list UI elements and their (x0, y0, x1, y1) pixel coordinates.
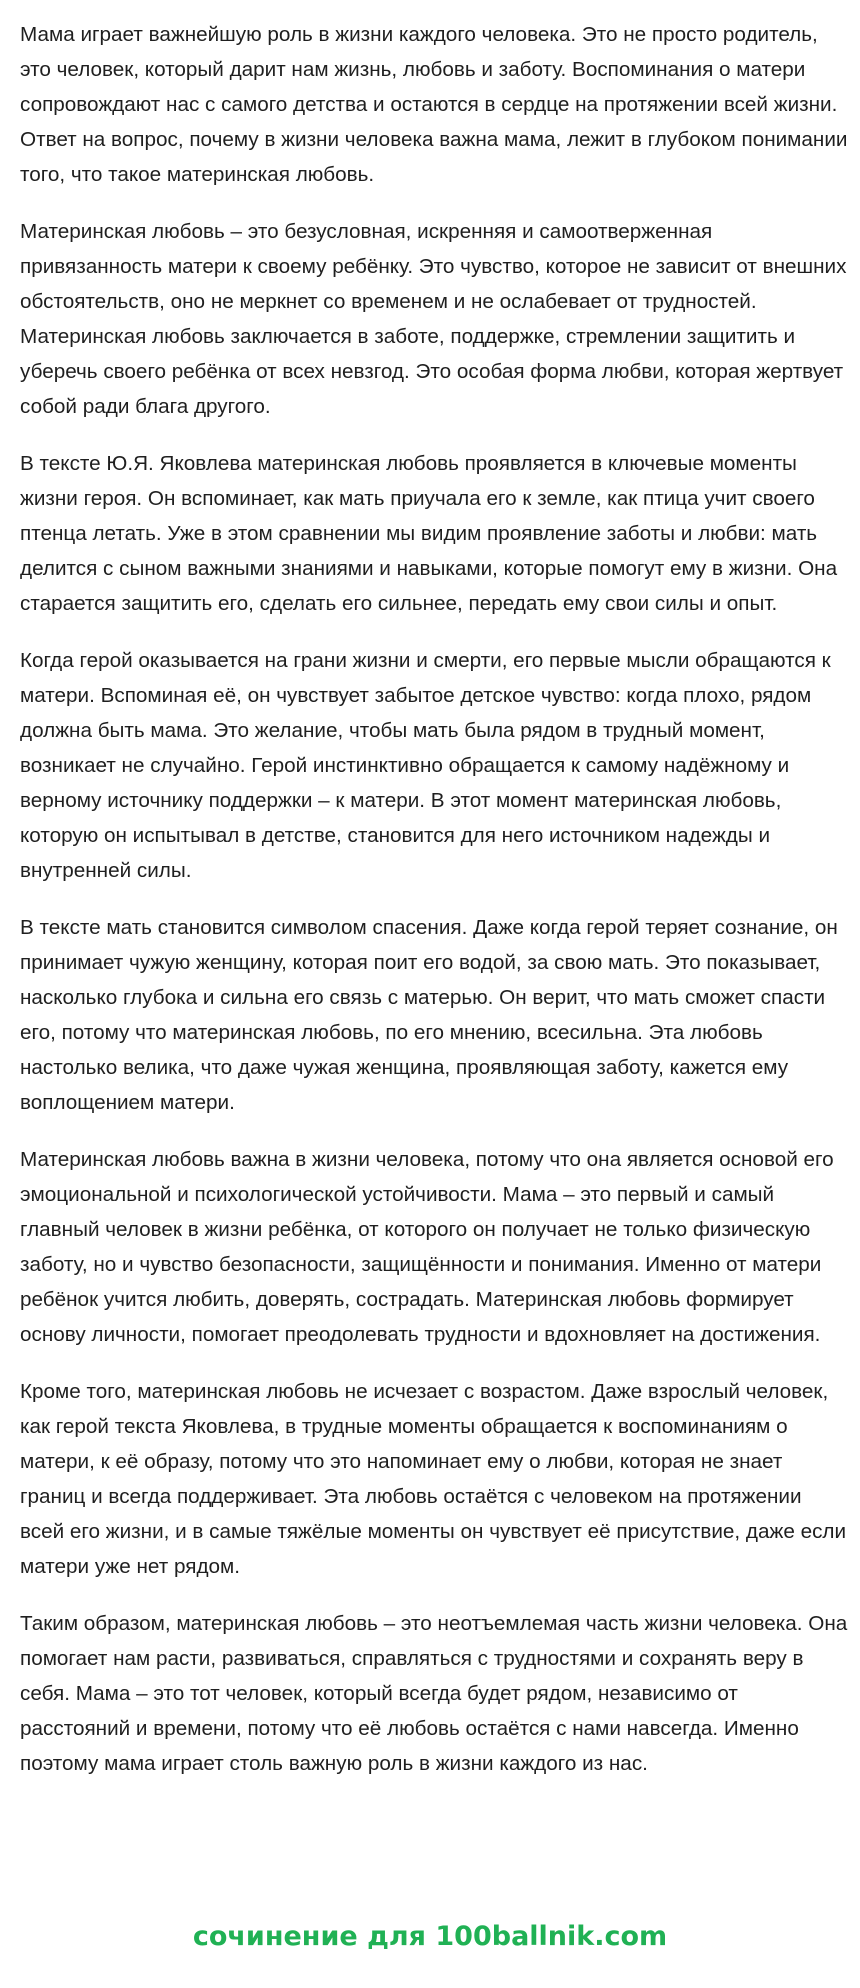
source-caption: сочинение для 100ballnik.com (192, 1921, 668, 1952)
paragraph-6: Материнская любовь важна в жизни человека, потому что она является основой его эмоциональной и психологической устойчивости. Мама – это первый и самый главный человек в жизни ребёнка, от которого он получает не только физическую заботу, но и чувство безопасности, защищённости и понимания. Именно от матери ребёнок учится любить, доверять, сострадать. Материнская любовь формирует основу личности, помогает преодолевать трудности и вдохновляет на достижения. (20, 1148, 834, 1346)
paragraph-2: Материнская любовь – это безусловная, искренняя и самоотверженная привязанность матери к своему ребёнку. Это чувство, которое не зависит от внешних обстоятельств, оно не меркнет со временем и не ослабевает от трудностей. Материнская любовь заключается в заботе, поддержке, стремлении защитить и уберечь своего ребёнка от всех невзгод. Это особая форма любви, которая жертвует собой ради блага другого. (20, 220, 847, 418)
paragraph-5: В тексте мать становится символом спасения. Даже когда герой теряет сознание, он принимает чужую женщину, которая поит его водой, за свою мать. Это показывает, насколько глубока и сильна его связь с матерью. Он верит, что мать сможет спасти его, потому что материнская любовь, по его мнению, всесильна. Эта любовь настолько велика, что даже чужая женщина, проявляющая заботу, кажется ему воплощением матери. (20, 916, 838, 1114)
essay-body (20, 17, 850, 1803)
paragraph-8: Таким образом, материнская любовь – это неотъемлемая часть жизни человека. Она помогает нам расти, развиваться, справляться с трудностями и сохранять веру в себя. Мама – это тот человек, который всегда будет рядом, независимо от расстояний и времени, потому что её любовь остаётся с нами навсегда. Именно поэтому мама играет столь важную роль в жизни каждого из нас. (20, 1612, 848, 1775)
paragraph-4: Когда герой оказывается на грани жизни и смерти, его первые мысли обращаются к матери. Вспоминая её, он чувствует забытое детское чувство: когда плохо, рядом должна быть мама. Это желание, чтобы мать была рядом в трудный момент, возникает не случайно. Герой инстинктивно обращается к самому надёжному и верному источнику поддержки – к матери. В этот момент материнская любовь, которую он испытывал в детстве, становится для него источником надежды и внутренней силы. (20, 649, 831, 882)
paragraph-1: Мама играет важнейшую роль в жизни каждого человека. Это не просто родитель, это человек, который дарит нам жизнь, любовь и заботу. Воспоминания о матери сопровождают нас с самого детства и остаются в сердце на протяжении всей жизни. Ответ на вопрос, почему в жизни человека важна мама, лежит в глубоком понимании того, что такое материнская любовь. (20, 23, 848, 186)
paragraph-3: В тексте Ю.Я. Яковлева материнская любовь проявляется в ключевые моменты жизни героя. Он вспоминает, как мать приучала его к земле, как птица учит своего птенца летать. Уже в этом сравнении мы видим проявление заботы и любви: мать делится с сыном важными знаниями и навыками, которые помогут ему в жизни. Она старается защитить его, сделать его сильнее, передать ему свои силы и опыт. (20, 452, 838, 615)
paragraph-7: Кроме того, материнская любовь не исчезает с возрастом. Даже взрослый человек, как герой текста Яковлева, в трудные моменты обращается к воспоминаниям о матери, к её образу, потому что это напоминает ему о любви, которая не знает границ и всегда поддерживает. Эта любовь остаётся с человеком на протяжении всей его жизни, и в самые тяжёлые моменты он чувствует её присутствие, даже если матери уже нет рядом. (20, 1380, 847, 1578)
